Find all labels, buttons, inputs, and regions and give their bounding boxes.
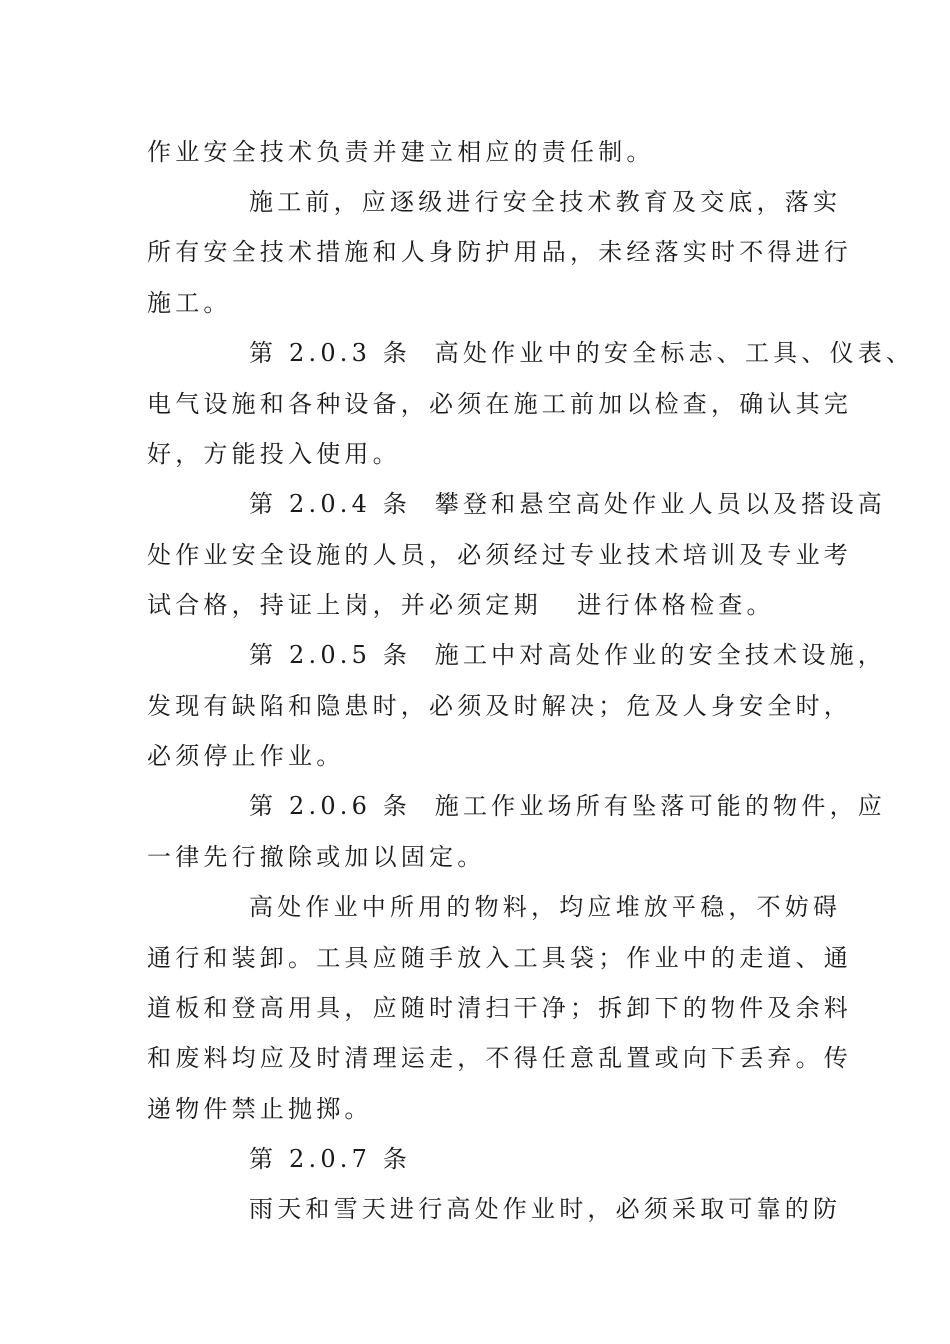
article-heading-line: 第 2.0.3 条 高处作业中的安全标志、工具、仪表、 xyxy=(249,339,915,367)
text-line: 雨天和雪天进行高处作业时，必须采取可靠的防 xyxy=(249,1195,842,1223)
article-heading-line: 第 2.0.4 条 攀登和悬空高处作业人员以及搭设高 xyxy=(249,490,886,518)
text-line: 道板和登高用具，应随时清扫干净；拆卸下的物件及余料 xyxy=(147,994,852,1022)
text-line: 高处作业中所用的物料，均应堆放平稳，不妨碍 xyxy=(249,893,842,921)
text-line: 必须停止作业。 xyxy=(147,742,345,770)
article-heading-line: 第 2.0.7 条 xyxy=(249,1145,412,1173)
text-line: 通行和装卸。工具应随手放入工具袋；作业中的走道、通 xyxy=(147,944,852,972)
text-line: 递物件禁止抛掷。 xyxy=(147,1095,373,1123)
text-line: 处作业安全设施的人员，必须经过专业技术培训及专业考 xyxy=(147,541,852,569)
text-line: 一律先行撤除或加以固定。 xyxy=(147,843,486,871)
text-line: 和废料均应及时清理运走，不得任意乱置或向下丢弃。传 xyxy=(147,1044,852,1072)
article-heading-line: 第 2.0.5 条 施工中对高处作业的安全技术设施， xyxy=(249,641,886,669)
text-line: 试合格，持证上岗，并必须定期 进行体格检查。 xyxy=(147,591,775,619)
text-line: 所有安全技术措施和人身防护用品，未经落实时不得进行 xyxy=(147,238,852,266)
text-line: 发现有缺陷和隐患时，必须及时解决；危及人身安全时， xyxy=(147,692,852,720)
article-heading-line: 第 2.0.6 条 施工作业场所有坠落可能的物件，应 xyxy=(249,792,886,820)
text-line: 施工前，应逐级进行安全技术教育及交底，落实 xyxy=(249,188,842,216)
text-line: 好，方能投入使用。 xyxy=(147,440,401,468)
text-line: 施工。 xyxy=(147,289,232,317)
text-line: 电气设施和各种设备，必须在施工前加以检查，确认其完 xyxy=(147,390,852,418)
text-line: 作业安全技术负责并建立相应的责任制。 xyxy=(147,138,655,166)
